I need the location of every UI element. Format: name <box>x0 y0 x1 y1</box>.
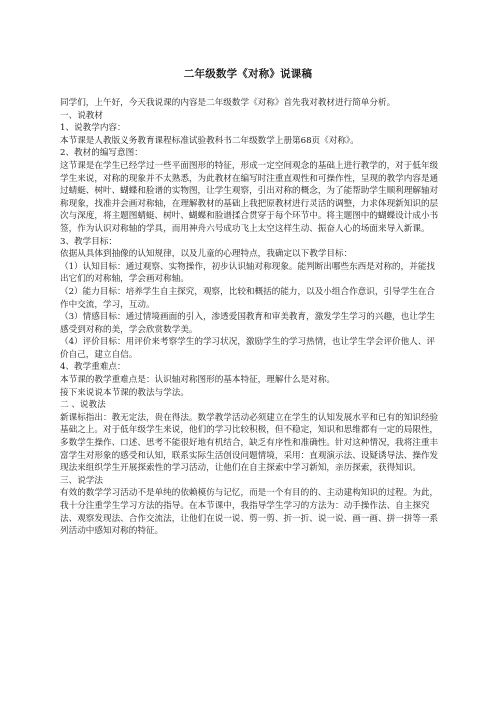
intro-paragraph: 同学们，上午好，今天我说课的内容是二年级数学《对称》首先我对教材进行简单分析。 <box>60 98 396 108</box>
body-paragraph: 依据从具体到抽像的认知规律，以及儿童的心理特点，我确定以下教学目标： <box>60 249 353 260</box>
body-paragraph: 接下来说说本节课的教法与学法。 <box>60 387 189 398</box>
body-paragraph: 这节课是在学生已经学过一些平面图形的特征，形成一定空间观念的基础上进行教学的，对于低年级学生来说，对称的现象并不太熟悉，为此教材在编写时注重直观性和可操作性，呈现的教学内容是通过蜻蜓、树叶、蝴蝶和脸谱的实物图，让学生观察，引出对称的概念，为了能帮助学生顺利理解轴对称现象，找准并会画对称轴，在理解教材的基础上我把原教材进行灵活的调整，力求体现新知识的层次与深度，将主题图蜻蜓、树叶、蝴蝶和脸谱揉合贯穿于每个环节中。将主题图中的蝴蝶设计成小书签，作为认识对称轴的学具，而用神舟六号成功飞上太空这样生动、振奋人心的场面来导入新课。 <box>60 160 439 234</box>
body-paragraph: （1）认知目标：通过观察、实物操作，初步认识轴对称现象。能判断出哪些东西是对称的，并能找出它们的对称轴，学会画对称轴。 <box>60 261 436 285</box>
subsection-heading: 2、教材的编写意图： <box>60 148 143 159</box>
body-paragraph: （4）评价目标：用评价来考察学生的学习状况，激励学生的学习热情，也让学生学会评价他人、评价自己，建立自信。 <box>60 337 436 360</box>
body-paragraph: 本节课是人教版义务教育课程标准试验教科书二年级数学上册第68页《对称》。 <box>60 135 359 146</box>
body-paragraph: 新课标指出：教无定法，贵在得法。数学教学活动必须建立在学生的认知发展水平和已有的知识经验基础之上。对于低年级学生来说，他们的学习比较积极，但不稳定，知识和思维都有一定的局限性，多数学生操作、口述、思考不能很好地有机结合，缺乏有序性和准确性。针对这种情况，我将注重丰富学生对形象的感受和认知，联系实际生活创设问题情境，采用：直观演示法、设疑诱导法、操作发现法来组织学生开展探索性的学习活动，让他们在自主探索中学习新知，亲历探索，获得知识。 <box>60 412 439 474</box>
subsection-heading: 3、教学目标： <box>60 236 118 247</box>
body-paragraph: 有效的数学学习活动不是单纯的依赖模仿与记忆，而是一个有目的的、主动建构知识的过程。为此，我十分注重学生学习方法的指导。在本节课中，我指导学生学习的方法为：动手操作法、自主探究法、观察发现法、合作交流法，让他们在说一说、剪一剪、折一折、说一说、画一画、拼一拼等一系列活动中感知对称的特征。 <box>60 488 439 537</box>
subsection-heading: 1、说教学内容： <box>60 123 126 134</box>
document-body <box>60 97 440 538</box>
document-title: 二年级数学《对称》说课稿 <box>183 68 313 80</box>
body-paragraph: （3）情感目标：通过情境画面的引入，渗透爱国教育和审美教育，激发学生学习的兴趣，也让学生感受到对称的美，学会欣赏数学美。 <box>60 312 436 335</box>
section-heading: 二 、说教法 <box>60 400 106 411</box>
body-paragraph: 本节课的教学重难点是：认识轴对称图形的基本特征，理解什么是对称。 <box>60 375 336 386</box>
section-heading: 三、说学法 <box>60 475 103 486</box>
subsection-heading: 4、教学重难点： <box>60 362 126 373</box>
body-paragraph: （2）能力目标：培养学生自主探究，观察，比较和概括的能力，以及小组合作意识，引导学生在合作中交流，学习，互动。 <box>60 286 436 310</box>
section-heading: 一、说教材 <box>60 110 103 121</box>
